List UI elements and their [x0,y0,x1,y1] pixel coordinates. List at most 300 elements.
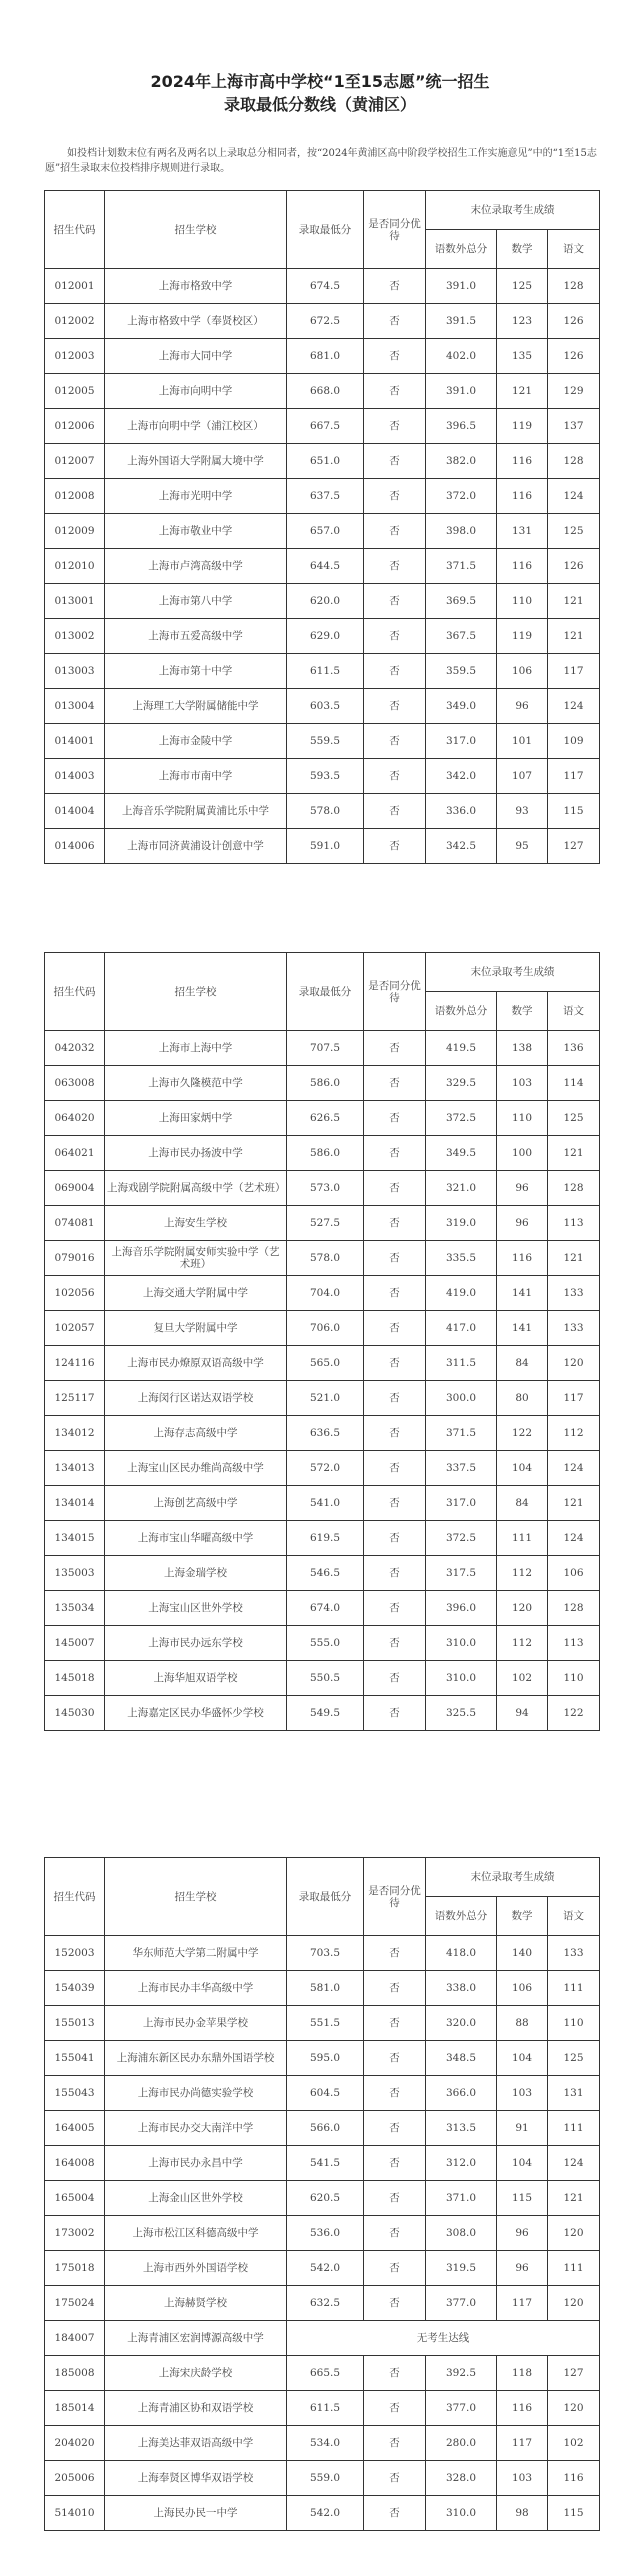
table-row [45,2426,600,2461]
total-cme-score: 396.0 [426,1591,497,1626]
tie-priority: 否 [364,1276,426,1311]
school-code: 012009 [45,514,105,549]
chinese-score: 121 [548,1486,600,1521]
table-row [45,1971,600,2006]
table-row [45,1521,600,1556]
tie-priority: 否 [364,269,426,304]
math-score: 125 [497,269,548,304]
tie-priority: 否 [364,2181,426,2216]
min-score: 657.0 [287,514,364,549]
school-code: 154039 [45,1971,105,2006]
school-name: 上海浦东新区民办东鼎外国语学校 [105,2041,287,2076]
chinese-score: 110 [548,1661,600,1696]
chinese-score: 125 [548,1101,600,1136]
school-name: 上海宝山区民办维尚高级中学 [105,1451,287,1486]
school-code: 012006 [45,409,105,444]
math-score: 98 [497,2496,548,2531]
school-code: 012003 [45,339,105,374]
total-cme-score: 342.5 [426,829,497,864]
chinese-score: 117 [548,759,600,794]
school-code: 173002 [45,2216,105,2251]
math-score: 116 [497,2391,548,2426]
chinese-score: 137 [548,409,600,444]
chinese-score: 116 [548,2461,600,2496]
table-row [45,1066,600,1101]
school-name: 上海市五爱高级中学 [105,619,287,654]
total-cme-score: 349.5 [426,1136,497,1171]
math-score: 123 [497,304,548,339]
chinese-score: 124 [548,1521,600,1556]
min-score: 559.5 [287,724,364,759]
school-name: 上海青浦区协和双语学校 [105,2391,287,2426]
min-score: 637.5 [287,479,364,514]
math-score: 84 [497,1346,548,1381]
school-name: 上海交通大学附属中学 [105,1276,287,1311]
tie-priority: 否 [364,654,426,689]
tie-priority: 否 [364,1136,426,1171]
total-cme-score: 348.5 [426,2041,497,2076]
admission-rule-note: 如投档计划数末位有两名及两名以上录取总分相同者，按“2024年黄浦区高中阶段学校招生工作实施意见”中的“1至15志愿”招生录取末位投档排序规则进行录取。 [45,148,597,174]
school-code: 014006 [45,829,105,864]
total-cme-score: 382.0 [426,444,497,479]
math-score: 117 [497,2286,548,2321]
school-code: 012001 [45,269,105,304]
chinese-score: 120 [548,2286,600,2321]
min-score: 541.0 [287,1486,364,1521]
math-score: 112 [497,1626,548,1661]
math-score: 119 [497,619,548,654]
header-school: 招生学校 [105,953,287,1031]
total-cme-score: 372.5 [426,1521,497,1556]
min-score: 651.0 [287,444,364,479]
score-table-1 [44,190,600,864]
math-score: 102 [497,1661,548,1696]
math-score: 119 [497,409,548,444]
table-row [45,2041,600,2076]
table-row [45,619,600,654]
tie-priority: 否 [364,584,426,619]
table-row [45,1276,600,1311]
tie-priority: 否 [364,1696,426,1731]
school-name: 上海市上海中学 [105,1031,287,1066]
table-row [45,1556,600,1591]
header-chinese: 语文 [548,1897,600,1936]
tie-priority: 否 [364,1171,426,1206]
chinese-score: 120 [548,1346,600,1381]
tie-priority: 否 [364,374,426,409]
table-row [45,724,600,759]
table-row [45,409,600,444]
total-cme-score: 335.5 [426,1241,497,1276]
header-code: 招生代码 [45,191,105,269]
min-score: 578.0 [287,1241,364,1276]
math-score: 91 [497,2111,548,2146]
school-code: 124116 [45,1346,105,1381]
header-chinese: 语文 [548,992,600,1031]
school-name: 上海市向明中学 [105,374,287,409]
table-row [45,269,600,304]
min-score: 704.0 [287,1276,364,1311]
school-code: 012010 [45,549,105,584]
min-score: 586.0 [287,1136,364,1171]
school-name: 上海宝山区世外学校 [105,1591,287,1626]
math-score: 103 [497,2461,548,2496]
chinese-score: 106 [548,1556,600,1591]
school-name: 上海市第十中学 [105,654,287,689]
total-cme-score: 313.5 [426,2111,497,2146]
table-row [45,2216,600,2251]
no-qualified-candidates: 无考生达线 [287,2321,600,2356]
total-cme-score: 372.5 [426,1101,497,1136]
tie-priority: 否 [364,829,426,864]
school-code: 013003 [45,654,105,689]
total-cme-score: 310.0 [426,1661,497,1696]
header-last-admitted-group: 末位录取考生成绩 [426,191,600,230]
chinese-score: 115 [548,794,600,829]
table-row [45,829,600,864]
school-code: 013001 [45,584,105,619]
min-score: 551.5 [287,2006,364,2041]
table-row [45,339,600,374]
school-code: 102057 [45,1311,105,1346]
min-score: 604.5 [287,2076,364,2111]
math-score: 100 [497,1136,548,1171]
school-code: 145030 [45,1696,105,1731]
table-row [45,1416,600,1451]
math-score: 103 [497,2076,548,2111]
chinese-score: 129 [548,374,600,409]
chinese-score: 112 [548,1416,600,1451]
school-name: 上海市民办永昌中学 [105,2146,287,2181]
total-cme-score: 417.0 [426,1311,497,1346]
min-score: 549.5 [287,1696,364,1731]
total-cme-score: 367.5 [426,619,497,654]
school-name: 上海嘉定区民办华盛怀少学校 [105,1696,287,1731]
table-row [45,1171,600,1206]
school-name: 复旦大学附属中学 [105,1311,287,1346]
chinese-score: 128 [548,269,600,304]
school-code: 155043 [45,2076,105,2111]
total-cme-score: 402.0 [426,339,497,374]
tie-priority: 否 [364,444,426,479]
min-score: 534.0 [287,2426,364,2461]
min-score: 559.0 [287,2461,364,2496]
school-name: 上海理工大学附属储能中学 [105,689,287,724]
table-row [45,584,600,619]
table-row [45,2146,600,2181]
tie-priority: 否 [364,2391,426,2426]
total-cme-score: 310.0 [426,2496,497,2531]
header-math: 数学 [497,230,548,269]
tie-priority: 否 [364,1416,426,1451]
tie-priority: 否 [364,409,426,444]
chinese-score: 102 [548,2426,600,2461]
table-row [45,514,600,549]
min-score: 644.5 [287,549,364,584]
tie-priority: 否 [364,1031,426,1066]
min-score: 636.5 [287,1416,364,1451]
math-score: 121 [497,374,548,409]
total-cme-score: 317.0 [426,1486,497,1521]
min-score: 668.0 [287,374,364,409]
tie-priority: 否 [364,2041,426,2076]
school-code: 013004 [45,689,105,724]
school-name: 上海青浦区宏润博源高级中学 [105,2321,287,2356]
chinese-score: 136 [548,1031,600,1066]
chinese-score: 110 [548,2006,600,2041]
chinese-score: 121 [548,1241,600,1276]
chinese-score: 125 [548,2041,600,2076]
table-row [45,479,600,514]
table-row [45,1451,600,1486]
total-cme-score: 366.0 [426,2076,497,2111]
min-score: 591.0 [287,829,364,864]
table-row [45,2076,600,2111]
min-score: 603.5 [287,689,364,724]
table-row [45,2321,600,2356]
chinese-score: 128 [548,1591,600,1626]
tie-priority: 否 [364,1936,426,1971]
tie-priority: 否 [364,2216,426,2251]
math-score: 94 [497,1696,548,1731]
tie-priority: 否 [364,619,426,654]
total-cme-score: 371.0 [426,2181,497,2216]
tie-priority: 否 [364,689,426,724]
school-code: 145007 [45,1626,105,1661]
school-name: 上海奉贤区博华双语学校 [105,2461,287,2496]
min-score: 667.5 [287,409,364,444]
chinese-score: 121 [548,619,600,654]
min-score: 542.0 [287,2251,364,2286]
table-row [45,1241,600,1276]
tie-priority: 否 [364,1626,426,1661]
math-score: 88 [497,2006,548,2041]
school-name: 上海戏剧学院附属高级中学（艺术班） [105,1171,287,1206]
school-name: 上海金瑞学校 [105,1556,287,1591]
total-cme-score: 338.0 [426,1971,497,2006]
school-name: 上海市同济黄浦设计创意中学 [105,829,287,864]
tie-priority: 否 [364,1311,426,1346]
school-name: 上海市松江区科德高级中学 [105,2216,287,2251]
header-code: 招生代码 [45,1858,105,1936]
math-score: 104 [497,1451,548,1486]
table-row [45,1381,600,1416]
min-score: 527.5 [287,1206,364,1241]
chinese-score: 128 [548,1171,600,1206]
school-name: 上海音乐学院附属黄浦比乐中学 [105,794,287,829]
tie-priority: 否 [364,1971,426,2006]
min-score: 674.0 [287,1591,364,1626]
tie-priority: 否 [364,2111,426,2146]
total-cme-score: 329.5 [426,1066,497,1101]
school-code: 012002 [45,304,105,339]
header-math: 数学 [497,992,548,1031]
header-min-score: 录取最低分 [287,953,364,1031]
chinese-score: 124 [548,689,600,724]
total-cme-score: 369.5 [426,584,497,619]
school-code: 175018 [45,2251,105,2286]
total-cme-score: 317.5 [426,1556,497,1591]
school-name: 上海赫贤学校 [105,2286,287,2321]
math-score: 111 [497,1521,548,1556]
table-row [45,444,600,479]
school-code: 014003 [45,759,105,794]
math-score: 112 [497,1556,548,1591]
tie-priority: 否 [364,2496,426,2531]
tie-priority: 否 [364,2461,426,2496]
tie-priority: 否 [364,1451,426,1486]
tie-priority: 否 [364,1556,426,1591]
school-code: 125117 [45,1381,105,1416]
math-score: 115 [497,2181,548,2216]
math-score: 122 [497,1416,548,1451]
chinese-score: 117 [548,654,600,689]
school-code: 134015 [45,1521,105,1556]
school-name: 上海市民办远东学校 [105,1626,287,1661]
school-code: 155041 [45,2041,105,2076]
school-code: 014001 [45,724,105,759]
school-name: 上海市大同中学 [105,339,287,374]
math-score: 110 [497,584,548,619]
header-tie-priority: 是否同分优待 [364,1858,426,1936]
total-cme-score: 371.5 [426,1416,497,1451]
chinese-score: 124 [548,479,600,514]
math-score: 80 [497,1381,548,1416]
table-row [45,1591,600,1626]
min-score: 521.0 [287,1381,364,1416]
total-cme-score: 311.5 [426,1346,497,1381]
min-score: 619.5 [287,1521,364,1556]
school-code: 155013 [45,2006,105,2041]
min-score: 611.5 [287,2391,364,2426]
school-name: 上海市敬业中学 [105,514,287,549]
chinese-score: 127 [548,2356,600,2391]
math-score: 96 [497,1206,548,1241]
school-code: 012008 [45,479,105,514]
min-score: 595.0 [287,2041,364,2076]
math-score: 106 [497,1971,548,2006]
chinese-score: 128 [548,444,600,479]
table-row [45,1486,600,1521]
school-code: 013002 [45,619,105,654]
tie-priority: 否 [364,724,426,759]
math-score: 118 [497,2356,548,2391]
chinese-score: 133 [548,1311,600,1346]
tie-priority: 否 [364,2076,426,2111]
min-score: 581.0 [287,1971,364,2006]
school-code: 014004 [45,794,105,829]
school-code: 134013 [45,1451,105,1486]
table-row [45,1311,600,1346]
chinese-score: 133 [548,1936,600,1971]
math-score: 101 [497,724,548,759]
table-row [45,374,600,409]
math-score: 107 [497,759,548,794]
school-code: 069004 [45,1171,105,1206]
table-row [45,1101,600,1136]
chinese-score: 121 [548,584,600,619]
chinese-score: 117 [548,1381,600,1416]
school-code: 175024 [45,2286,105,2321]
chinese-score: 115 [548,2496,600,2531]
header-min-score: 录取最低分 [287,1858,364,1936]
document-title-line1: 2024年上海市高中学校“1至15志愿”统一招生 [150,72,490,91]
school-name: 上海民办民一中学 [105,2496,287,2531]
chinese-score: 113 [548,1626,600,1661]
total-cme-score: 321.0 [426,1171,497,1206]
school-code: 134012 [45,1416,105,1451]
math-score: 104 [497,2146,548,2181]
total-cme-score: 359.5 [426,654,497,689]
table-row [45,1136,600,1171]
document-title-line2: 录取最低分数线（黄浦区） [223,95,416,114]
tie-priority: 否 [364,1486,426,1521]
chinese-score: 121 [548,2181,600,2216]
min-score: 555.0 [287,1626,364,1661]
chinese-score: 131 [548,2076,600,2111]
math-score: 95 [497,829,548,864]
min-score: 706.0 [287,1311,364,1346]
math-score: 96 [497,1171,548,1206]
table-row [45,2111,600,2146]
total-cme-score: 280.0 [426,2426,497,2461]
min-score: 572.0 [287,1451,364,1486]
school-code: 042032 [45,1031,105,1066]
min-score: 586.0 [287,1066,364,1101]
table-row [45,2006,600,2041]
score-table-3 [44,1857,600,2531]
total-cme-score: 391.5 [426,304,497,339]
table-row [45,654,600,689]
min-score: 565.0 [287,1346,364,1381]
min-score: 566.0 [287,2111,364,2146]
tie-priority: 否 [364,514,426,549]
min-score: 578.0 [287,794,364,829]
school-code: 134014 [45,1486,105,1521]
school-code: 074081 [45,1206,105,1241]
school-name: 上海市卢湾高级中学 [105,549,287,584]
min-score: 674.5 [287,269,364,304]
school-name: 上海华旭双语学校 [105,1661,287,1696]
school-name: 上海音乐学院附属安师实验中学（艺术班） [105,1241,287,1276]
header-code: 招生代码 [45,953,105,1031]
school-name: 华东师范大学第二附属中学 [105,1936,287,1971]
total-cme-score: 337.5 [426,1451,497,1486]
chinese-score: 126 [548,339,600,374]
tie-priority: 否 [364,1591,426,1626]
school-name: 上海宋庆龄学校 [105,2356,287,2391]
total-cme-score: 418.0 [426,1936,497,1971]
math-score: 96 [497,689,548,724]
school-name: 上海市民办丰华高级中学 [105,1971,287,2006]
min-score: 611.5 [287,654,364,689]
school-code: 063008 [45,1066,105,1101]
school-code: 012007 [45,444,105,479]
header-min-score: 录取最低分 [287,191,364,269]
school-name: 上海市民办燎原双语高级中学 [105,1346,287,1381]
header-school: 招生学校 [105,191,287,269]
total-cme-score: 392.5 [426,2356,497,2391]
min-score: 593.5 [287,759,364,794]
total-cme-score: 371.5 [426,549,497,584]
total-cme-score: 377.0 [426,2286,497,2321]
table-row [45,549,600,584]
chinese-score: 114 [548,1066,600,1101]
table-row [45,1661,600,1696]
school-name: 上海市第八中学 [105,584,287,619]
tie-priority: 否 [364,2146,426,2181]
school-code: 185014 [45,2391,105,2426]
